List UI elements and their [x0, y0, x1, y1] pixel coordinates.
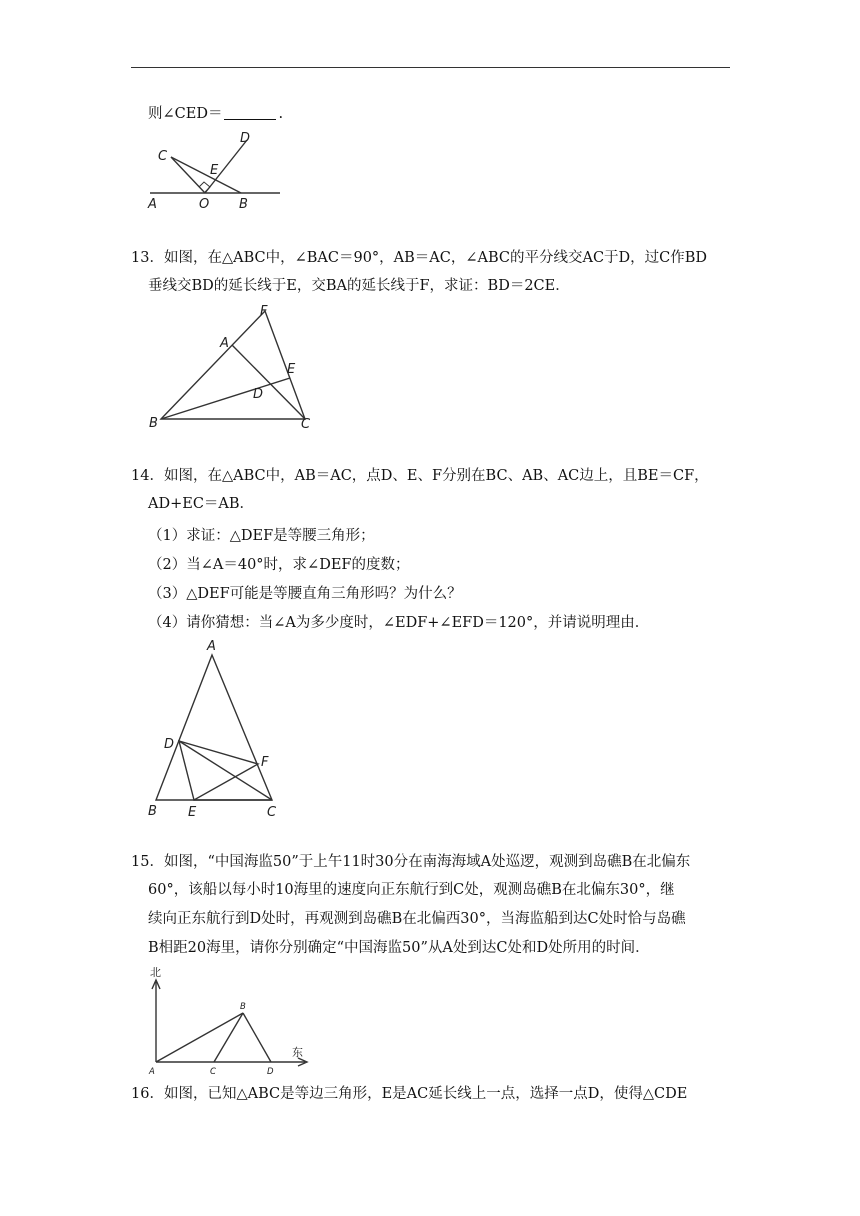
q12-label-o: O — [199, 197, 210, 212]
q12-answer-blank[interactable] — [224, 105, 276, 120]
q13-segment-ac — [232, 345, 305, 419]
q14-figure — [140, 638, 290, 823]
q14-label-c: C — [267, 805, 277, 820]
q12-right-angle-mark — [199, 182, 210, 192]
q14-label-d: D — [164, 737, 175, 752]
q14-line-2: AD+EC＝AB． — [148, 496, 255, 512]
q15-segment-bd — [243, 1013, 271, 1062]
q15-east-label: 东 — [292, 1046, 303, 1059]
q14-triangle-abc — [156, 655, 272, 800]
q14-sub-3: （3）△DEF可能是等腰直角三角形吗？为什么？ — [148, 586, 462, 602]
q12-label-c: C — [158, 149, 168, 164]
q12-prefix: 则∠CED＝ — [148, 106, 223, 122]
q14-label-a: A — [207, 639, 216, 654]
q15-line-3: 续向正东航行到D处时，再观测到岛礁B在北偏西30°，当海监船到达C处时恰与岛礁 — [148, 911, 686, 927]
q12-label-d: D — [240, 131, 251, 146]
q13-label-e: E — [287, 362, 296, 377]
q15-label-a: A — [149, 1067, 155, 1077]
q14-triangle-def — [179, 741, 258, 800]
q12-label-b: B — [239, 197, 248, 212]
header-rule — [131, 67, 730, 68]
q14-sub-1: （1）求证：△DEF是等腰三角形； — [148, 528, 375, 544]
q14-label-e: E — [188, 805, 197, 820]
q13-label-a: A — [220, 336, 229, 351]
q14-sub-2: （2）当∠A＝40°时，求∠DEF的度数； — [148, 557, 410, 573]
q15-figure — [140, 962, 315, 1077]
q14-label-b: B — [148, 804, 157, 819]
q15-label-b: B — [240, 1002, 246, 1012]
q13-label-c: C — [301, 417, 311, 432]
q13-label-d: D — [253, 387, 264, 402]
q13-line-1: 13．如图，在△ABC中，∠BAC＝90°，AB＝AC，∠ABC的平分线交AC于D，过C作BD — [131, 250, 708, 266]
q15-line-1: 15．如图，“中国海监50”于上午11时30分在南海海域A处巡逻，观测到岛礁B在北偏东 — [131, 854, 691, 870]
q15-north-label: 北 — [150, 966, 161, 979]
q15-label-d: D — [267, 1067, 274, 1077]
q12-answer-line — [148, 104, 283, 124]
q12-segment-oc — [171, 157, 205, 193]
q12-segment-cb — [171, 157, 241, 193]
q12-suffix: . — [278, 106, 284, 122]
q13-label-f: F — [260, 304, 268, 319]
q14-line-1: 14．如图，在△ABC中，AB＝AC，点D、E、F分别在BC、AB、AC边上，且BE＝CF， — [131, 468, 709, 484]
q15-line-4: B相距20海里，请你分别确定“中国海监50”从A处到达C处和D处所用的时间． — [148, 940, 650, 956]
q13-figure — [145, 300, 325, 435]
q15-segment-bc — [214, 1013, 243, 1062]
q14-label-f: F — [261, 755, 269, 770]
q14-sub-4: （4）请你猜想：当∠A为多少度时，∠EDF+∠EFD＝120°，并请说明理由． — [148, 615, 650, 631]
q12-label-a: A — [148, 197, 157, 212]
q15-label-c: C — [210, 1067, 216, 1077]
q15-line-2: 60°，该船以每小时10海里的速度向正东航行到C处，观测岛礁B在北偏东30°，继 — [148, 882, 675, 898]
q13-line-2: 垂线交BD的延长线于E，交BA的延长线于F，求证：BD＝2CE． — [148, 278, 570, 294]
q14-segment-dc — [179, 741, 272, 800]
q16-line-1: 16．如图，已知△ABC是等边三角形，E是AC延长线上一点，选择一点D，使得△CDE — [131, 1086, 688, 1102]
q15-segment-ab — [156, 1013, 243, 1062]
q13-label-b: B — [149, 416, 158, 431]
q12-figure — [140, 128, 290, 213]
q12-label-e: E — [210, 163, 219, 178]
q13-triangle-bfc — [161, 311, 305, 419]
